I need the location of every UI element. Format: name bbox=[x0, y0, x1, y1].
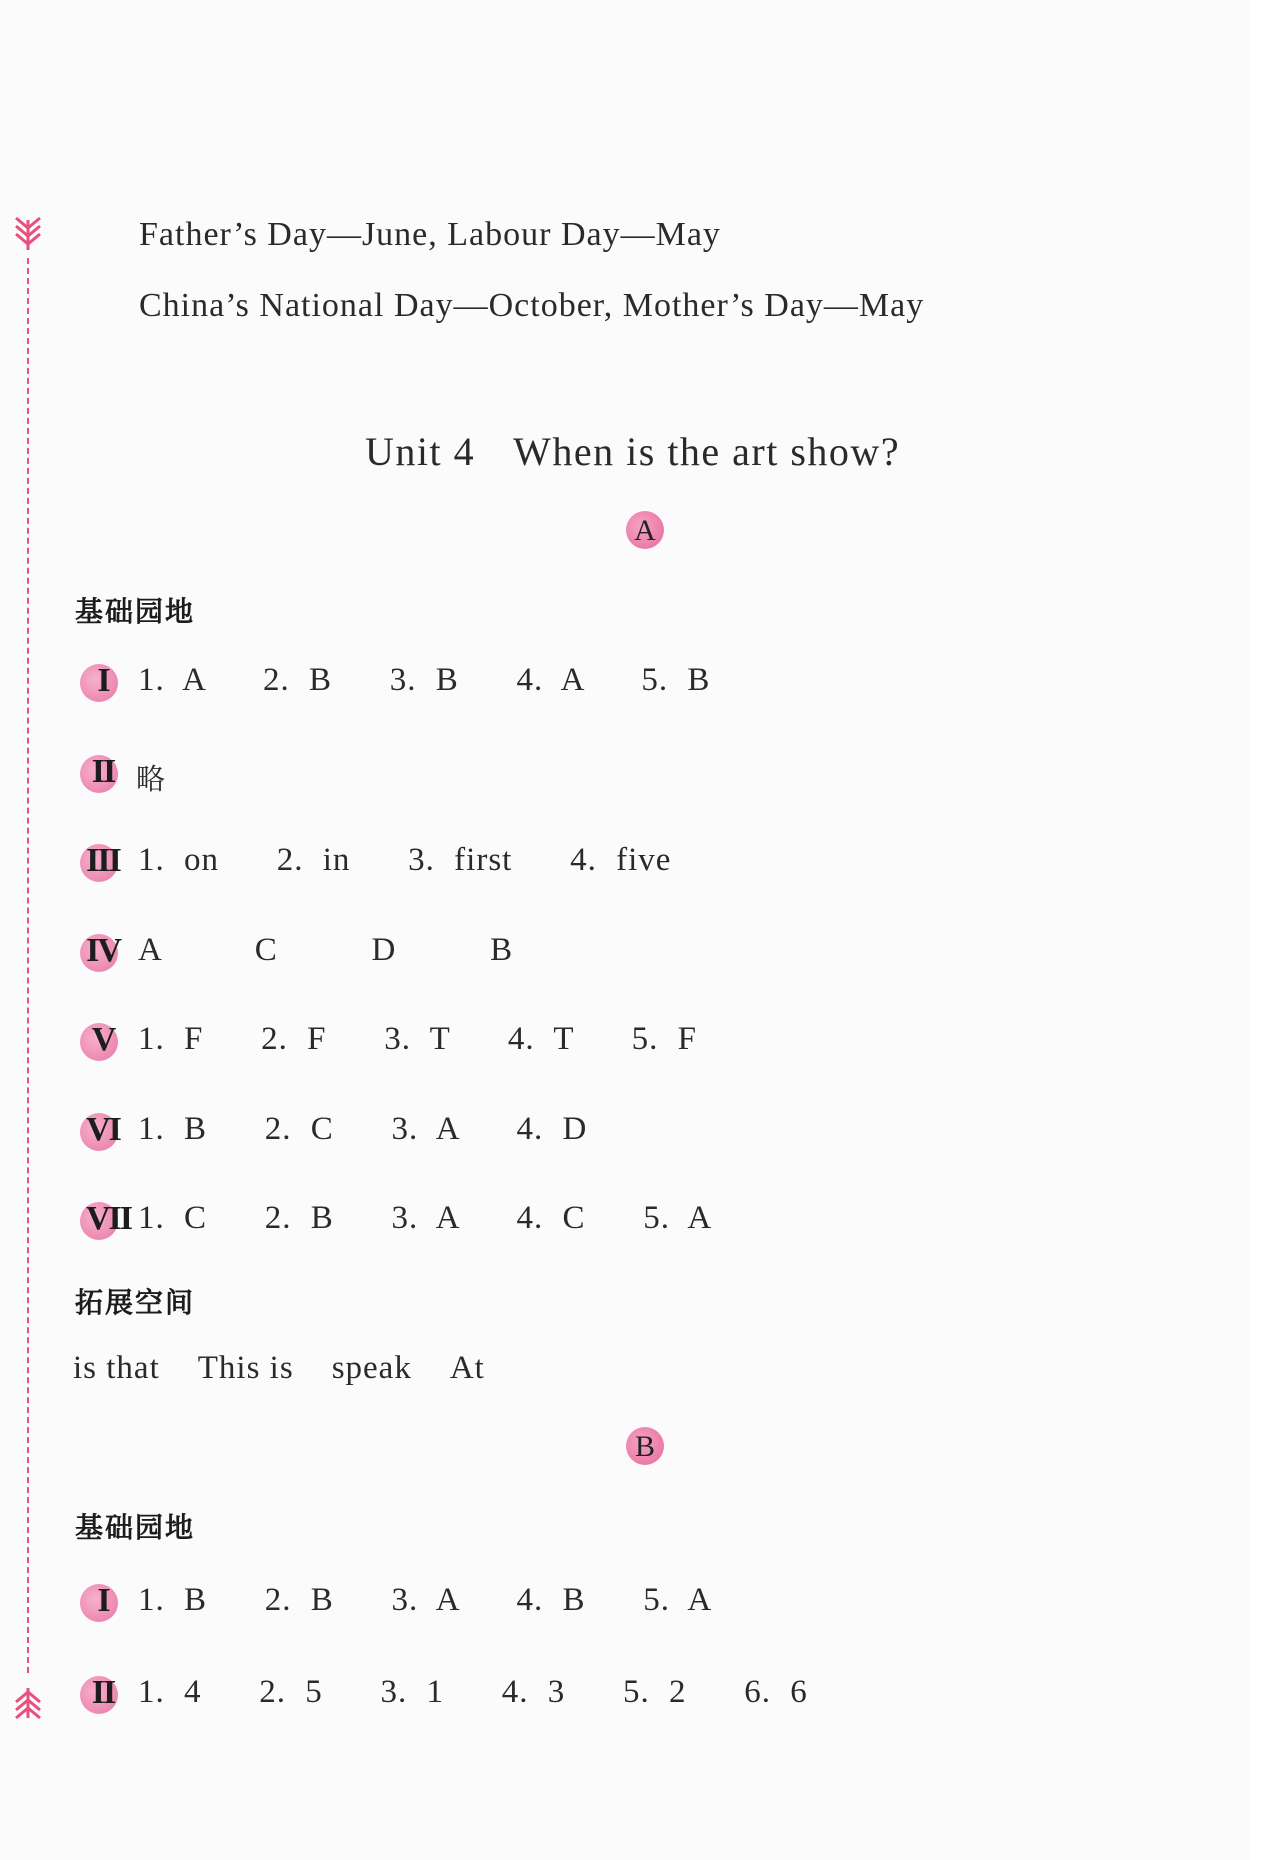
extend-answer: is that bbox=[73, 1350, 160, 1386]
previous-answer-line-2: China’s National Day—October, Mother’s Day—May bbox=[139, 287, 925, 324]
answers: 1. F 2. F 3. T 4. T 5. F bbox=[138, 1021, 697, 1057]
roman-numeral-badge: I bbox=[80, 1584, 118, 1622]
section-basic-a: 基础园地 bbox=[75, 595, 196, 628]
roman-numeral-badge: II bbox=[80, 1676, 118, 1714]
unit-label: Unit 4 bbox=[365, 429, 476, 474]
part-a-badge: A bbox=[626, 511, 664, 549]
margin-dashed-line bbox=[27, 258, 29, 1673]
roman-numeral-badge: V bbox=[80, 1023, 118, 1061]
arrow-bottom-icon bbox=[12, 1688, 44, 1724]
unit-name: When is the art show? bbox=[513, 429, 901, 474]
extend-answers bbox=[73, 1350, 523, 1387]
roman-numeral-badge: II bbox=[80, 755, 118, 793]
previous-answer-line-1: Father’s Day—June, Labour Day—May bbox=[139, 216, 721, 253]
roman-numeral-badge: IV bbox=[80, 934, 118, 972]
roman-numeral-badge: VII bbox=[80, 1202, 118, 1240]
roman-numeral-badge: I bbox=[80, 664, 118, 702]
unit-title bbox=[365, 428, 900, 475]
section-basic-b: 基础园地 bbox=[75, 1511, 196, 1544]
extend-answer: At bbox=[449, 1350, 485, 1386]
answers: 1. A 2. B 3. B 4. A 5. B bbox=[138, 662, 711, 698]
answers: 1. C 2. B 3. A 4. C 5. A bbox=[138, 1200, 713, 1236]
answers: 略 bbox=[136, 762, 167, 796]
roman-numeral-badge: III bbox=[80, 844, 118, 882]
part-b-badge: B bbox=[626, 1427, 664, 1465]
answers: A C D B bbox=[138, 932, 514, 968]
page-margin bbox=[1249, 0, 1271, 1860]
section-extend: 拓展空间 bbox=[75, 1286, 196, 1319]
answers: 1. B 2. B 3. A 4. B 5. A bbox=[138, 1582, 713, 1618]
answers: 1. on 2. in 3. first 4. five bbox=[138, 842, 672, 878]
answers: 1. 4 2. 5 3. 1 4. 3 5. 2 6. 6 bbox=[138, 1674, 808, 1710]
arrow-top-icon bbox=[12, 214, 44, 250]
extend-answer: speak bbox=[331, 1350, 412, 1386]
roman-numeral-badge: VI bbox=[80, 1113, 118, 1151]
extend-answer: This is bbox=[197, 1350, 294, 1386]
answers: 1. B 2. C 3. A 4. D bbox=[138, 1111, 588, 1147]
